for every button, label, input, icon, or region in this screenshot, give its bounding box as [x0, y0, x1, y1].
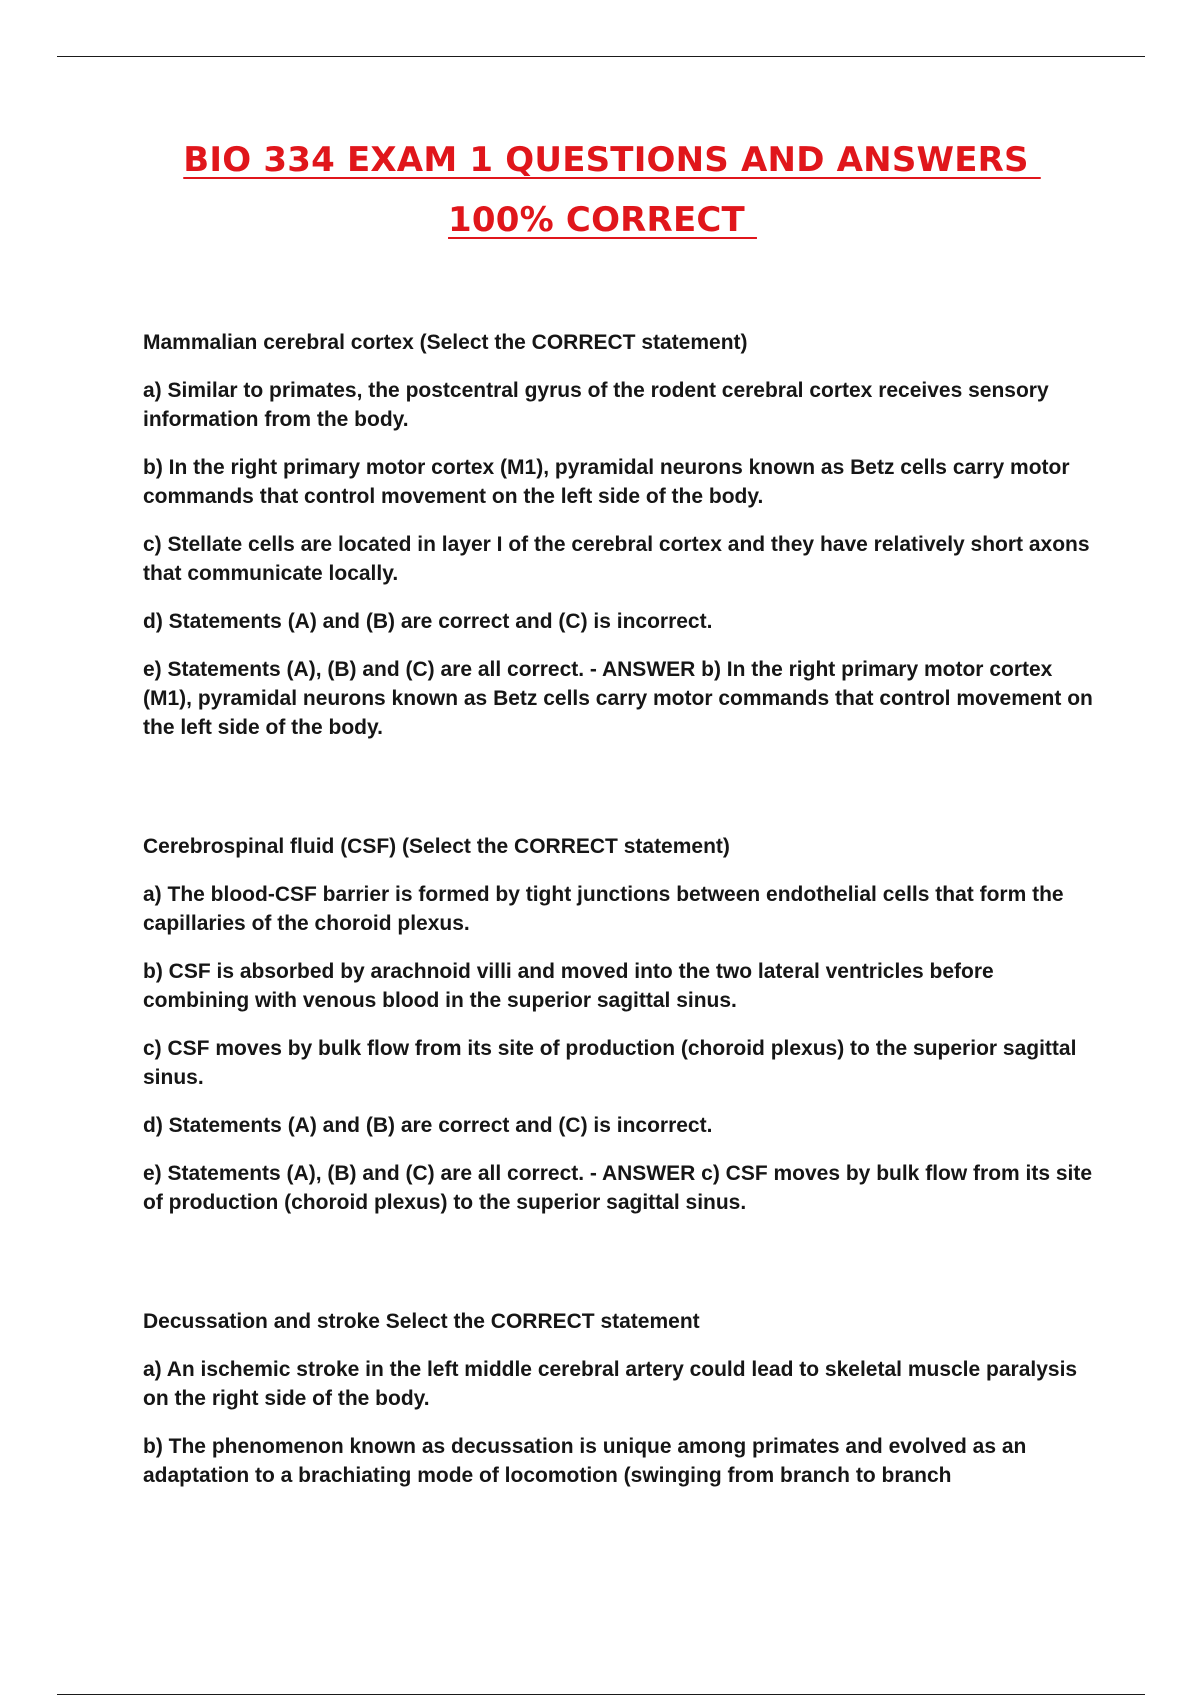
question-heading: Cerebrospinal fluid (CSF) (Select the CORRECT statement) — [143, 835, 730, 858]
option-a: a) An ischemic stroke in the left middle cerebral artery could lead to skeletal muscle paralysis on the right side of the body. — [143, 1358, 1078, 1410]
option-c: c) CSF moves by bulk flow from its site of production (choroid plexus) to the superior sagittal sinus. — [143, 1037, 1077, 1089]
title-line-2: 100% CORRECT — [448, 200, 757, 240]
option-b: b) In the right primary motor cortex (M1), pyramidal neurons known as Betz cells carry motor commands that control movement on the left side of the body. — [143, 456, 1070, 508]
option-b: b) The phenomenon known as decussation is unique among primates and evolved as an adaptation to a brachiating mode of locomotion (swinging from branch to branch — [143, 1435, 1027, 1487]
page-bottom-rule — [57, 1694, 1145, 1695]
questions-list — [143, 328, 1093, 1490]
option-d: d) Statements (A) and (B) are correct and (C) is incorrect. — [143, 610, 713, 633]
question-3 — [143, 1307, 1093, 1490]
question-heading: Mammalian cerebral cortex (Select the CORRECT statement) — [143, 331, 748, 354]
question-1 — [143, 328, 1093, 742]
question-2 — [143, 832, 1093, 1217]
page-top-rule — [57, 56, 1145, 57]
option-b: b) CSF is absorbed by arachnoid villi and moved into the two lateral ventricles before combining with venous blood in the superior sagittal sinus. — [143, 960, 994, 1012]
option-d: d) Statements (A) and (B) are correct and (C) is incorrect. — [143, 1114, 713, 1137]
document-title — [0, 140, 1200, 240]
title-line-1: BIO 334 EXAM 1 QUESTIONS AND ANSWERS — [183, 140, 1041, 180]
option-e-with-answer: e) Statements (A), (B) and (C) are all correct. - ANSWER c) CSF moves by bulk flow from its site of production (choroid plexus) to the superior sagittal sinus. — [143, 1162, 1093, 1214]
question-heading: Decussation and stroke Select the CORRECT statement — [143, 1310, 700, 1333]
option-e-with-answer: e) Statements (A), (B) and (C) are all correct. - ANSWER b) In the right primary motor cortex (M1), pyramidal neurons known as Betz cells carry motor commands that control movement on the left side of the body. — [143, 658, 1093, 739]
option-a: a) The blood-CSF barrier is formed by tight junctions between endothelial cells that form the capillaries of the choroid plexus. — [143, 883, 1064, 935]
option-a: a) Similar to primates, the postcentral gyrus of the rodent cerebral cortex receives sensory information from the body. — [143, 379, 1049, 431]
option-c: c) Stellate cells are located in layer I of the cerebral cortex and they have relatively short axons that communicate locally. — [143, 533, 1090, 585]
